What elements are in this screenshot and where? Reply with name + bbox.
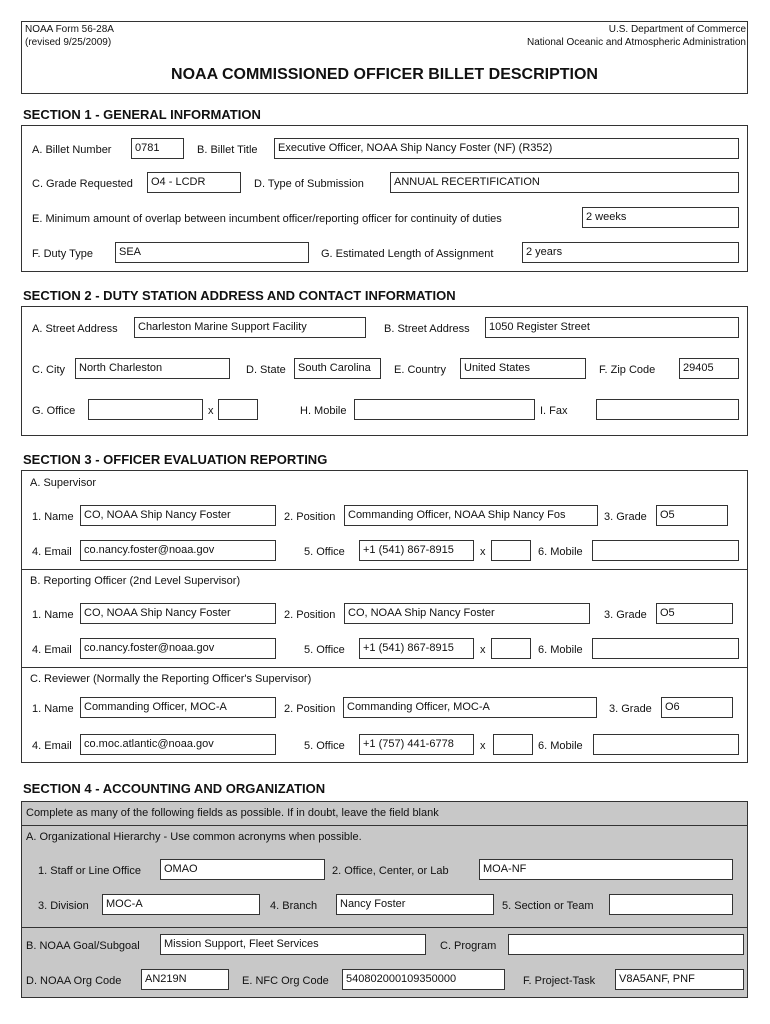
- office-label: 5. Office: [304, 644, 345, 656]
- section-3-heading: SECTION 3 - OFFICER EVALUATION REPORTING: [23, 452, 328, 467]
- supervisor-position-field[interactable]: Commanding Officer, NOAA Ship Nancy Fos: [344, 505, 598, 526]
- supervisor-name-field[interactable]: CO, NOAA Ship Nancy Foster: [80, 505, 276, 526]
- grade-label: 3. Grade: [604, 511, 647, 523]
- mobile-label: 6. Mobile: [538, 740, 583, 752]
- page-title: NOAA COMMISSIONED OFFICER BILLET DESCRIPTION: [171, 66, 598, 83]
- country-label: E. Country: [394, 364, 446, 376]
- reviewer-heading: C. Reviewer (Normally the Reporting Officer's Supervisor): [30, 673, 312, 685]
- reporting-email-field[interactable]: co.nancy.foster@noaa.gov: [80, 638, 276, 659]
- fax-field[interactable]: [596, 399, 739, 420]
- mobile-label: 6. Mobile: [538, 546, 583, 558]
- section-3-divider: [21, 569, 748, 570]
- name-label: 1. Name: [32, 609, 74, 621]
- street-b-label: B. Street Address: [384, 323, 470, 335]
- noaa-org-code-label: D. NOAA Org Code: [26, 975, 122, 987]
- form-revised: (revised 9/25/2009): [25, 37, 112, 48]
- section-3-divider: [21, 667, 748, 668]
- grade-requested-label: C. Grade Requested: [32, 178, 133, 190]
- reviewer-ext-field[interactable]: [493, 734, 533, 755]
- office-center-lab-label: 2. Office, Center, or Lab: [332, 865, 449, 877]
- section-4-heading: SECTION 4 - ACCOUNTING AND ORGANIZATION: [23, 781, 326, 796]
- billet-title-field[interactable]: Executive Officer, NOAA Ship Nancy Foster (NF) (R352): [274, 138, 739, 159]
- project-task-field[interactable]: V8A5ANF, PNF: [615, 969, 744, 990]
- office-ext-x: x: [208, 405, 214, 417]
- position-label: 2. Position: [284, 703, 336, 715]
- section-team-label: 5. Section or Team: [502, 900, 594, 912]
- assignment-length-field[interactable]: 2 years: [522, 242, 739, 263]
- submission-type-field[interactable]: ANNUAL RECERTIFICATION: [390, 172, 739, 193]
- program-label: C. Program: [440, 940, 497, 952]
- city-label: C. City: [32, 364, 65, 376]
- form-number: NOAA Form 56-28A: [25, 24, 114, 35]
- reporting-mobile-field[interactable]: [592, 638, 739, 659]
- section-4-note: Complete as many of the following fields as possible. If in doubt, leave the field blank: [26, 807, 439, 819]
- duty-type-label: F. Duty Type: [32, 248, 93, 260]
- reviewer-office-field[interactable]: +1 (757) 441-6778: [359, 734, 474, 755]
- supervisor-grade-field[interactable]: O5: [656, 505, 728, 526]
- name-label: 1. Name: [32, 511, 74, 523]
- program-field[interactable]: [508, 934, 744, 955]
- overlap-label: E. Minimum amount of overlap between incumbent officer/reporting officer for continuity of duties: [32, 213, 502, 225]
- department: U.S. Department of Commerce: [608, 24, 746, 35]
- billet-number-label: A. Billet Number: [32, 144, 112, 156]
- office-ext-field[interactable]: [218, 399, 258, 420]
- grade-label: 3. Grade: [604, 609, 647, 621]
- section-4-divider: [21, 825, 748, 826]
- submission-type-label: D. Type of Submission: [254, 178, 364, 190]
- branch-field[interactable]: Nancy Foster: [336, 894, 494, 915]
- office-ext-x: x: [480, 740, 486, 752]
- mobile-label: 6. Mobile: [538, 644, 583, 656]
- reporting-position-field[interactable]: CO, NOAA Ship Nancy Foster: [344, 603, 590, 624]
- supervisor-mobile-field[interactable]: [592, 540, 739, 561]
- office-ext-x: x: [480, 546, 486, 558]
- supervisor-ext-field[interactable]: [491, 540, 531, 561]
- mobile-field[interactable]: [354, 399, 535, 420]
- reporting-officer-heading: B. Reporting Officer (2nd Level Supervisor): [30, 575, 241, 587]
- reporting-ext-field[interactable]: [491, 638, 531, 659]
- division-label: 3. Division: [38, 900, 89, 912]
- office-ext-x: x: [480, 644, 486, 656]
- email-label: 4. Email: [32, 546, 72, 558]
- country-field[interactable]: United States: [460, 358, 586, 379]
- reporting-name-field[interactable]: CO, NOAA Ship Nancy Foster: [80, 603, 276, 624]
- mobile-label: H. Mobile: [300, 405, 347, 417]
- noaa-org-code-field[interactable]: AN219N: [141, 969, 229, 990]
- grade-requested-field[interactable]: O4 - LCDR: [147, 172, 241, 193]
- street-a-field[interactable]: Charleston Marine Support Facility: [134, 317, 366, 338]
- office-field[interactable]: [88, 399, 203, 420]
- reviewer-grade-field[interactable]: O6: [661, 697, 733, 718]
- staff-line-office-label: 1. Staff or Line Office: [38, 865, 141, 877]
- email-label: 4. Email: [32, 644, 72, 656]
- reviewer-mobile-field[interactable]: [593, 734, 739, 755]
- section-team-field[interactable]: [609, 894, 733, 915]
- street-a-label: A. Street Address: [32, 323, 118, 335]
- goal-subgoal-label: B. NOAA Goal/Subgoal: [26, 940, 140, 952]
- zip-field[interactable]: 29405: [679, 358, 739, 379]
- office-center-lab-field[interactable]: MOA-NF: [479, 859, 733, 880]
- state-label: D. State: [246, 364, 286, 376]
- fax-label: I. Fax: [540, 405, 568, 417]
- name-label: 1. Name: [32, 703, 74, 715]
- reporting-office-field[interactable]: +1 (541) 867-8915: [359, 638, 474, 659]
- section-4-divider: [21, 927, 748, 928]
- agency: National Oceanic and Atmospheric Administration: [526, 37, 746, 48]
- org-hierarchy-label: A. Organizational Hierarchy - Use common acronyms when possible.: [26, 831, 362, 843]
- office-label: 5. Office: [304, 740, 345, 752]
- supervisor-email-field[interactable]: co.nancy.foster@noaa.gov: [80, 540, 276, 561]
- zip-label: F. Zip Code: [599, 364, 656, 376]
- goal-subgoal-field[interactable]: Mission Support, Fleet Services: [160, 934, 426, 955]
- overlap-field[interactable]: 2 weeks: [582, 207, 739, 228]
- supervisor-heading: A. Supervisor: [30, 477, 97, 489]
- nfc-org-code-field[interactable]: 540802000109350000: [342, 969, 505, 990]
- branch-label: 4. Branch: [270, 900, 318, 912]
- assignment-length-label: G. Estimated Length of Assignment: [321, 248, 494, 260]
- division-field[interactable]: MOC-A: [102, 894, 260, 915]
- city-field[interactable]: North Charleston: [75, 358, 230, 379]
- staff-line-office-field[interactable]: OMAO: [160, 859, 325, 880]
- billet-number-field[interactable]: 0781: [131, 138, 184, 159]
- reviewer-email-field[interactable]: co.moc.atlantic@noaa.gov: [80, 734, 276, 755]
- reporting-grade-field[interactable]: O5: [656, 603, 733, 624]
- office-label: G. Office: [32, 405, 76, 417]
- reviewer-name-field[interactable]: Commanding Officer, MOC-A: [80, 697, 276, 718]
- supervisor-office-field[interactable]: +1 (541) 867-8915: [359, 540, 474, 561]
- street-b-field[interactable]: 1050 Register Street: [485, 317, 739, 338]
- reviewer-position-field[interactable]: Commanding Officer, MOC-A: [343, 697, 597, 718]
- position-label: 2. Position: [284, 511, 336, 523]
- position-label: 2. Position: [284, 609, 336, 621]
- state-field[interactable]: South Carolina: [294, 358, 381, 379]
- section-1-heading: SECTION 1 - GENERAL INFORMATION: [23, 107, 261, 122]
- office-label: 5. Office: [304, 546, 345, 558]
- section-2-heading: SECTION 2 - DUTY STATION ADDRESS AND CONTACT INFORMATION: [23, 288, 456, 303]
- duty-type-field[interactable]: SEA: [115, 242, 309, 263]
- grade-label: 3. Grade: [609, 703, 652, 715]
- project-task-label: F. Project-Task: [523, 975, 596, 987]
- email-label: 4. Email: [32, 740, 72, 752]
- billet-title-label: B. Billet Title: [197, 144, 258, 156]
- nfc-org-code-label: E. NFC Org Code: [242, 975, 329, 987]
